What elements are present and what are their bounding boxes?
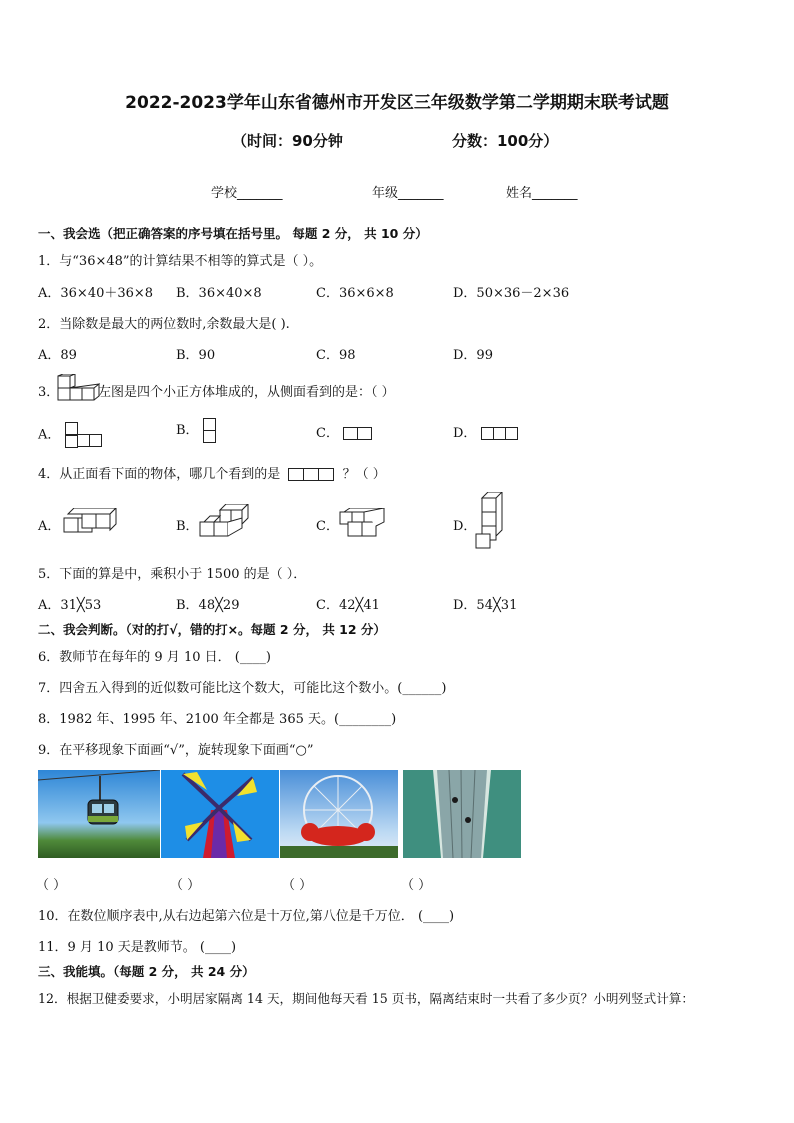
q1-option-a: A．36×40＋36×8: [38, 286, 154, 301]
q4-option-c-figure: [338, 508, 390, 538]
q1-option-b: B．36×40×8: [176, 286, 262, 301]
question-10: 10．在数位顺序表中,从右边起第六位是十万位,第八位是千万位． (____): [38, 909, 455, 924]
q2-option-d: D．99: [453, 348, 493, 363]
q3-option-d: [453, 422, 518, 441]
q1-option-d: D．50×36－2×36: [453, 286, 570, 301]
q9-answer-3[interactable]: （ ）: [282, 878, 313, 893]
q3-option-d-view: [481, 427, 518, 440]
question-2: 2．当除数是最大的两位数时,余数最大是( ).: [38, 317, 290, 332]
q9-answer-1[interactable]: （ ）: [36, 878, 67, 893]
q3-option-b-view: [203, 418, 216, 443]
q2-option-a: A．89: [38, 348, 77, 363]
q4-option-a-figure: [62, 508, 120, 536]
question-7: 7．四舍五入得到的近似数可能比这个数大，可能比这个数小。(______): [38, 681, 447, 696]
exam-score: 分数：100分）: [452, 132, 559, 150]
q3-option-c-view: [343, 427, 372, 440]
q2-option-c: C．98: [316, 348, 356, 363]
q1-option-c: C．36×6×8: [316, 286, 394, 301]
q9-answer-2[interactable]: （ ）: [170, 878, 201, 893]
question-11: 11．9 月 10 天是教师节。 (____): [38, 940, 237, 955]
q5-option-c: C．42╳41: [316, 598, 380, 613]
q3-option-a-view: [65, 422, 102, 448]
section-3-heading: 三、我能填。（每题 2 分， 共 24 分）: [38, 964, 255, 979]
ferris-wheel-photo: [280, 770, 398, 858]
question-9: 9．在平移现象下面画“√”，旋转现象下面画“○”: [38, 743, 314, 758]
exam-time: （时间：90分钟: [232, 132, 343, 150]
q2-option-b: B．90: [176, 348, 216, 363]
q3-option-c-label: C．: [316, 426, 339, 441]
q3-option-a-label: A．: [38, 427, 61, 443]
question-1: 1．与“36×48”的计算结果不相等的算式是（ ）。: [38, 254, 323, 269]
question-12: 12．根据卫健委要求，小明居家隔离 14 天，期间他每天看 15 页书，隔离结束时一共看了多少页？小明列竖式计算：: [38, 991, 694, 1006]
question-4: [38, 463, 386, 482]
name-field: 姓名_______: [506, 186, 578, 201]
cable-car-photo: [38, 770, 160, 858]
q4-option-d-figure: [474, 492, 506, 552]
school-field: 学校_______: [211, 186, 283, 201]
exam-title: 2022-2023学年山东省德州市开发区三年级数学第二学期期末联考试题: [125, 93, 669, 113]
grade-field: 年级_______: [372, 186, 444, 201]
q4-option-c-label: C．: [316, 519, 339, 534]
q3-option-d-label: D．: [453, 426, 477, 441]
q9-answer-4[interactable]: （ ）: [401, 878, 432, 893]
q3-option-a: [38, 422, 102, 448]
q3-cube-stack-figure: [56, 374, 100, 402]
q5-option-d: D．54╳31: [453, 598, 518, 613]
question-5: 5．下面的算是中，乘积小于 1500 的是（ ）．: [38, 567, 307, 582]
section-2-heading: 二、我会判断。（对的打√，错的打×。每题 2 分， 共 12 分）: [38, 622, 386, 637]
q3-option-c: [316, 422, 372, 441]
question-6: 6．教师节在每年的 9 月 10 日． (____): [38, 650, 271, 665]
question-3-number: 3．: [38, 385, 60, 400]
escalator-photo: [403, 770, 521, 858]
question-8: 8．1982 年、1995 年、2100 年全都是 365 天。(________): [38, 712, 397, 727]
question-4-text-end: ？（ ）: [342, 467, 386, 482]
q4-front-view-figure: [288, 468, 334, 481]
q3-option-b-label: B．: [176, 423, 199, 438]
question-4-text: 4．从正面看下面的物体，哪几个看到的是: [38, 467, 281, 482]
q3-option-b: [176, 418, 216, 443]
section-1-heading: 一、我会选（把正确答案的序号填在括号里。 每题 2 分， 共 10 分）: [38, 226, 428, 241]
q4-option-b-figure: [198, 504, 254, 538]
q4-option-d-label: D．: [453, 519, 477, 534]
q5-option-a: A．31╳53: [38, 598, 102, 613]
q4-option-b-label: B．: [176, 519, 199, 534]
windmill-photo: [161, 770, 279, 858]
q5-option-b: B．48╳29: [176, 598, 240, 613]
q4-option-a-label: A．: [38, 519, 61, 534]
question-3: 左图是四个小正方体堆成的，从侧面看到的是：（ ）: [98, 385, 395, 400]
